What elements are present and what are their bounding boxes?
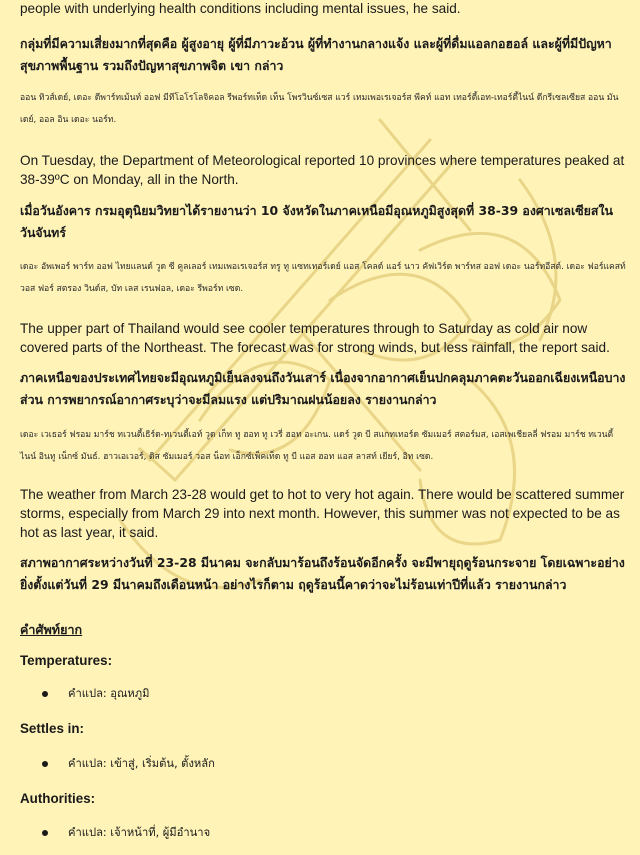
paragraph-english: On Tuesday, the Department of Meteorological reported 10 provinces where temperatures peaked at 38-39ºC on Monday, all in the North. — [20, 153, 625, 187]
paragraph-english: people with underlying health conditions including mental issues, he said. — [20, 1, 461, 16]
paragraph-english: The weather from March 23-28 would get to hot to very hot again. There would be scattered summer storms, especially from March 29 into next month. However, this summer was not expected to be as hot as last year, it said. — [20, 487, 625, 540]
vocab-meaning — [20, 684, 628, 704]
paragraph-thai: กลุ่มที่มีความเสี่ยงมากที่สุดคือ ผู้สูงอายุ ผู้ที่มีภาวะอ้วน ผู้ที่ทำงานกลางแจ้ง และผู้ที่ดื่มแอลกอฮอล์ และผู้ที่มีปัญหาสุขภาพพื้นฐาน รวมถึงปัญหาสุขภาพจิต เขา กล่าว — [20, 36, 612, 73]
paragraph-transliteration: เดอะ อัพเพอร์ พาร์ท ออฟ ไทยแลนด์ วูด ซี คูลเลอร์ เทมเพอเรเจอร์ส ทรู ทู แซทเทอร์เดย์ แอส โคลด์ แอร์ นาว คัฟเวิร์ด พาร์ทส ออฟ เดอะ นอร์ทอีสต์. เดอะ ฟอร์แคสท์ วอส ฟอร์ สตรอง วินด์ส, บัท เลส เรนฟอล, เดอะ รีพอร์ท เซด. — [20, 262, 626, 294]
vocab-term: Temperatures: — [20, 653, 113, 668]
vocab-term: Settles in: — [20, 721, 84, 736]
paragraph-thai: สภาพอากาศระหว่างวันที่ 23-28 มีนาคม จะกลับมาร้อนถึงร้อนจัดอีกครั้ง จะมีพายุฤดูร้อนกระจาย โดยเฉพาะอย่างยิ่งตั้งแต่วันที่ 29 มีนาคมถึงเดือนหน้า อย่างไรก็ตาม ฤดูร้อนนี้คาดว่าจะไม่ร้อนเท่าปีที่แล้ว รายงานกล่าว — [20, 555, 625, 592]
bullet-icon — [42, 761, 48, 767]
vocabulary-heading: คำศัพท์ยาก — [20, 622, 83, 637]
paragraph-thai: เมื่อวันอังคาร กรมอุตุนิยมวิทยาได้รายงานว่า 10 จังหวัดในภาคเหนือมีอุณหภูมิสูงสุดที่ 38-39 องศาเซลเซียสในวันจันทร์ — [20, 203, 613, 240]
paragraph-transliteration: เดอะ เวเธอร์ ฟรอม มาร์ช ทเวนตี้เธิร์ด-ทเวนตี้เอท์ วูด เก็ท ทู ฮอท ทู เวรี่ ฮอท อะเกน. แดร์ วูด บี สแกทเทอร์ด ซัมเมอร์ สตอร์มส, เอสเพเชียลลี่ ฟรอม มาร์ช ทเวนตี้ไนน์ อินทู เน็กซ์ มันธ์. ฮาวเอเวอร์, ดิส ซัมเมอร์ วอส น็อท เอ็กซ์เพ็คเท็ด ทู บี แอส ฮอท แอส ลาสท์ เยียร์, อิท เซด. — [20, 430, 614, 462]
paragraph-english: The upper part of Thailand would see cooler temperatures through to Saturday as cold air now covered parts of the Northeast. The forecast was for strong winds, but less rainfall, the report said. — [20, 321, 610, 355]
vocab-meaning — [20, 823, 628, 843]
vocab-term: Authorities: — [20, 791, 96, 806]
paragraph-transliteration: ออน ทิวส์เดย์, เดอะ ดีพาร์ทเม้นท์ ออฟ มีทีโอโรโลจิคอล รีพอร์ทเท็ด เท็น โพรวินซ์เซส แวร์ เทมเพอเรเจอร์ส พีคท์ แอท เทอร์ตี้เอท-เทอร์ตี้ไนน์ ดีกรีเซลเซียส ออน มันเดย์, ออล อิน เดอะ นอร์ท. — [20, 93, 619, 125]
bullet-icon — [42, 691, 48, 697]
vocab-meaning-text: คำแปล: เจ้าหน้าที่, ผู้มีอำนาจ — [68, 826, 211, 839]
vocab-meaning-text: คำแปล: อุณหภูมิ — [68, 687, 150, 700]
bullet-icon — [42, 830, 48, 836]
vocab-meaning — [20, 754, 628, 774]
vocab-meaning-text: คำแปล: เข้าสู่, เริ่มต้น, ตั้งหลัก — [68, 757, 215, 770]
paragraph-thai: ภาคเหนือของประเทศไทยจะมีอุณหภูมิเย็นลงจนถึงวันเสาร์ เนื่องจากอากาศเย็นปกคลุมภาคตะวันออกเฉียงเหนือบางส่วน การพยากรณ์อากาศระบุว่าจะมีลมแรง แต่ปริมาณฝนน้อยลง รายงานกล่าว — [20, 370, 626, 407]
